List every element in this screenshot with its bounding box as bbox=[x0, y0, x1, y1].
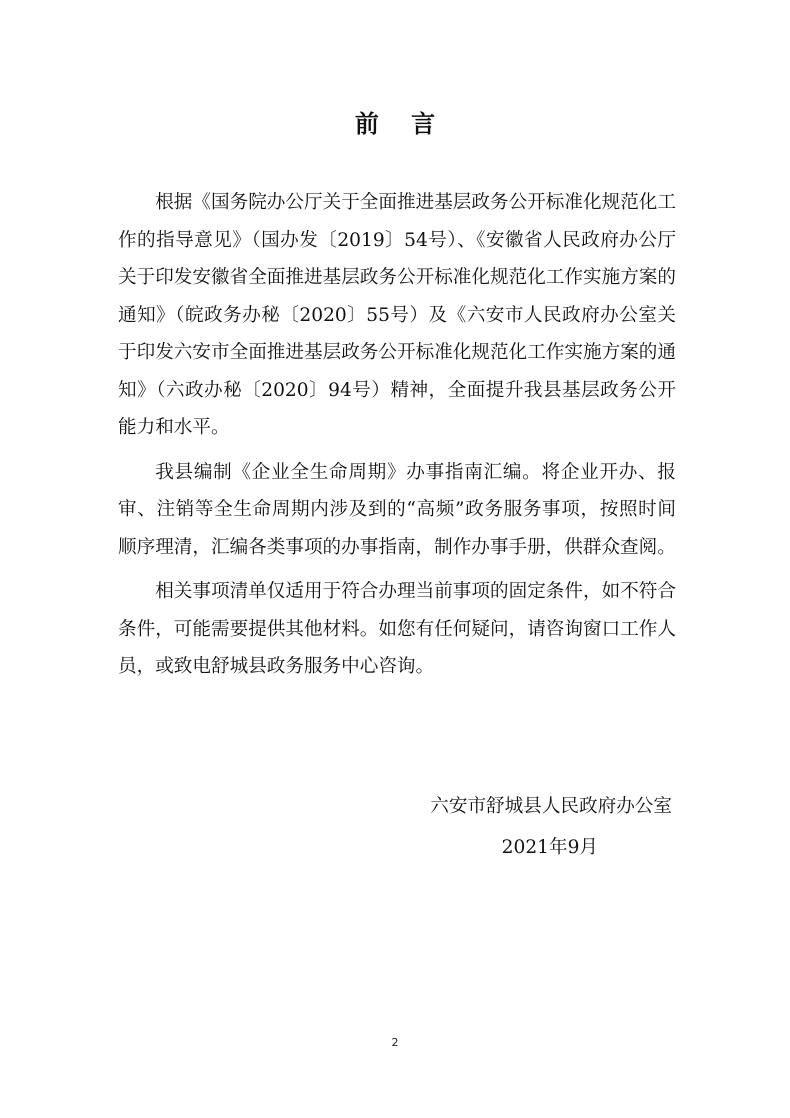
signature-date: 2021年9月 bbox=[501, 837, 598, 858]
preface-body bbox=[118, 184, 676, 693]
page-title: 前 言 bbox=[354, 109, 448, 138]
paragraph-1: 根据《国务院办公厅关于全面推进基层政务公开标准化规范化工作的指导意见》（国办发〔2019〕54号）、《安徽省人民政府办公厅关于印发安徽省全面推进基层政务公开标准化规范化工作实施方案的通知》（皖政务办秘〔2020〕55号）及《六安市人民政府办公室关于印发六安市全面推进基层政务公开标准化规范化工作实施方案的通知》（六政办秘〔2020〕94号）精神，全面提升我县基层政务公开能力和水平。 bbox=[118, 192, 676, 438]
paragraph-2: 我县编制《企业全生命周期》办事指南汇编。将企业开办、报审、注销等全生命周期内涉及到的“高频”政务服务事项，按照时间顺序理清，汇编各类事项的办事指南，制作办事手册，供群众查阅。 bbox=[118, 461, 676, 558]
page-number: 2 bbox=[391, 1036, 399, 1049]
paragraph-3: 相关事项清单仅适用于符合办理当前事项的固定条件，如不符合条件，可能需要提供其他材料。如您有任何疑问，请咨询窗口工作人员，或致电舒城县政务服务中心咨询。 bbox=[118, 581, 676, 677]
signature-organization: 六安市舒城县人民政府办公室 bbox=[430, 796, 672, 817]
signature-block bbox=[430, 786, 672, 868]
